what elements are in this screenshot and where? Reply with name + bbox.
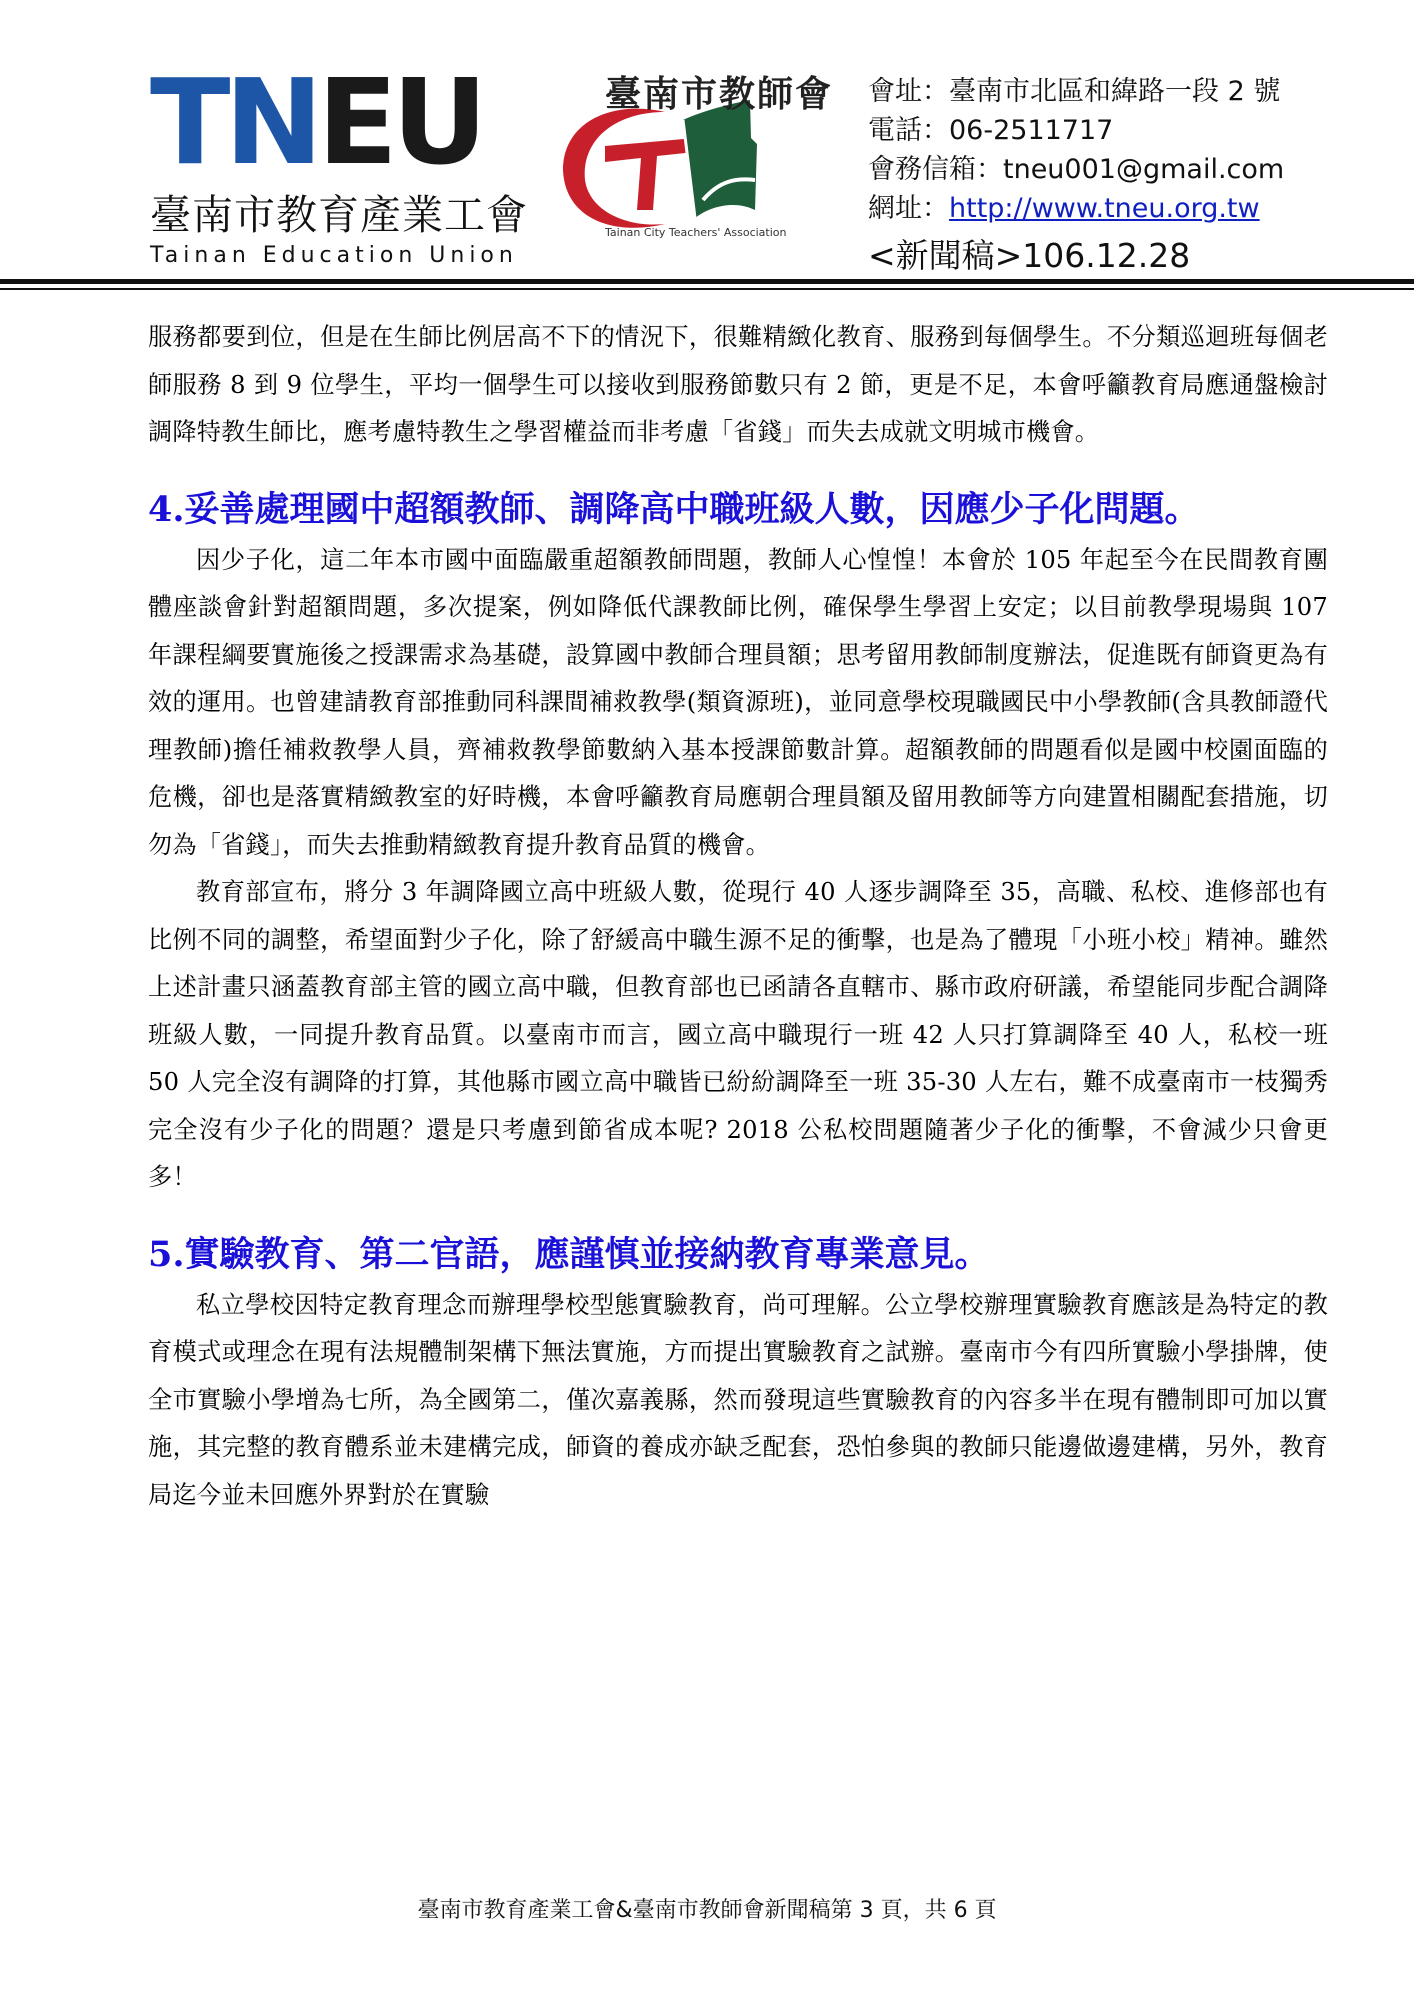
- contact-website: [868, 189, 1388, 228]
- contact-block: [868, 72, 1388, 280]
- page-header: [0, 0, 1414, 300]
- tneu-logo-mark-tn: TN: [150, 53, 318, 191]
- contact-phone: [868, 111, 1388, 150]
- emblem-subtitle: Tainan City Teachers' Association: [605, 226, 787, 239]
- page-footer: 臺南市教育產業工會&臺南市教師會新聞稿第 3 頁，共 6 頁: [417, 1898, 997, 1923]
- section-4-paragraph-2: 教育部宣布，將分 3 年調降國立高中班級人數，從現行 40 人逐步調降至 35，高職、私校、進修部也有比例不同的調整，希望面對少子化，除了舒緩高中職生源不足的衝擊，也是為了體現「小班小校」精神。雖然上述計畫只涵蓋教育部主管的國立高中職，但教育部也已函請各直轄市、縣市政府研議，希望能同步配合調降班級人數，一同提升教育品質。以臺南市而言，國立高中職現行一班 42 人只打算調降至 40 人，私校一班 50 人完全沒有調降的打算，其他縣市國立高中職皆已紛紛調降至一班 35-30 人左右，難不成臺南市一枝獨秀完全沒有少子化的問題？還是只考慮到節省成本呢? 2018 公私校問題隨著少子化的衝擊，不會減少只會更多！: [148, 878, 1328, 1191]
- contact-email: [868, 150, 1388, 189]
- section-4-heading: 4.妥善處理國中超額教師、調降高中職班級人數，因應少子化問題。: [148, 488, 1200, 530]
- tneu-name-chinese: 臺南市教育產業工會: [150, 191, 528, 239]
- address-label: 會址：: [868, 76, 949, 107]
- email-label: 會務信箱：: [868, 154, 1003, 185]
- section-5-paragraph-1: 私立學校因特定教育理念而辦理學校型態實驗教育，尚可理解。公立學校辦理實驗教育應該是為特定的教育模式或理念在現有法規體制架構下無法實施，方而提出實驗教育之試辦。臺南市今有四所實驗小學掛牌，使全市實驗小學增為七所，為全國第二，僅次嘉義縣，然而發現這些實驗教育的內容多半在現有體制即可加以實施，其完整的教育體系並未建構完成，師資的養成亦缺乏配套，恐怕參與的教師只能邊做邊建構，另外，教育局迄今並未回應外界對於在實驗: [148, 1290, 1328, 1509]
- tneu-logo-mark-eu: EU: [317, 53, 482, 191]
- emblem-title: 臺南市教師會: [605, 73, 834, 115]
- teachers-association-emblem: [545, 60, 834, 250]
- tneu-logo-mark: [150, 53, 520, 191]
- email-value: tneu001@gmail.com: [1003, 154, 1285, 185]
- tneu-logo: [150, 53, 528, 268]
- article-body: [148, 300, 1328, 1519]
- emblem-letter-t: [605, 138, 695, 210]
- header-divider-thick: [0, 279, 1414, 284]
- contact-address: [868, 72, 1388, 111]
- phone-label: 電話：: [868, 115, 949, 146]
- section-4-paragraph-1: 因少子化，這二年本市國中面臨嚴重超額教師問題，教師人心惶惶！本會於 105 年起至今在民間教育團體座談會針對超額問題，多次提案，例如降低代課教師比例，確保學生學習上安定；以目前教學現場與 107 年課程綱要實施後之授課需求為基礎，設算國中教師合理員額；思考留用教師制度辦法，促進既有師資更為有效的運用。也曾建請教育部推動同科課間補救教學(類資源班)，並同意學校現職國民中小學教師(含具教師證代理教師)擔任補救教學人員，齊補救教學節數納入基本授課節數計算。超額教師的問題看似是國中校園面臨的危機，卻也是落實精緻教室的好時機，本會呼籲教育局應朝合理員額及留用教師等方向建置相關配套措施，切勿為「省錢」，而失去推動精緻教育提升教育品質的機會。: [148, 545, 1328, 859]
- section-5-heading: 5.實驗教育、第二官語，應謹慎並接納教育專業意見。: [148, 1233, 990, 1275]
- intro-paragraph: 服務都要到位，但是在生師比例居高不下的情況下，很難精緻化教育、服務到每個學生。不分類巡迴班每個老師服務 8 到 9 位學生，平均一個學生可以接收到服務節數只有 2 節，更是不足，本會呼籲教育局應通盤檢討調降特教生師比，應考慮特教生之學習權益而非考慮「省錢」而失去成就文明城市機會。: [148, 323, 1328, 446]
- address-value: 臺南市北區和緯路一段 2 號: [949, 76, 1281, 107]
- tneu-name-english: Tainan Education Union: [150, 243, 518, 268]
- press-release-date: <新聞稿>106.12.28: [868, 236, 1191, 275]
- header-divider-thin: [0, 288, 1414, 290]
- website-label: 網址：: [868, 193, 949, 224]
- phone-value: 06-2511717: [949, 115, 1114, 146]
- website-link[interactable]: http://www.tneu.org.tw: [949, 193, 1260, 224]
